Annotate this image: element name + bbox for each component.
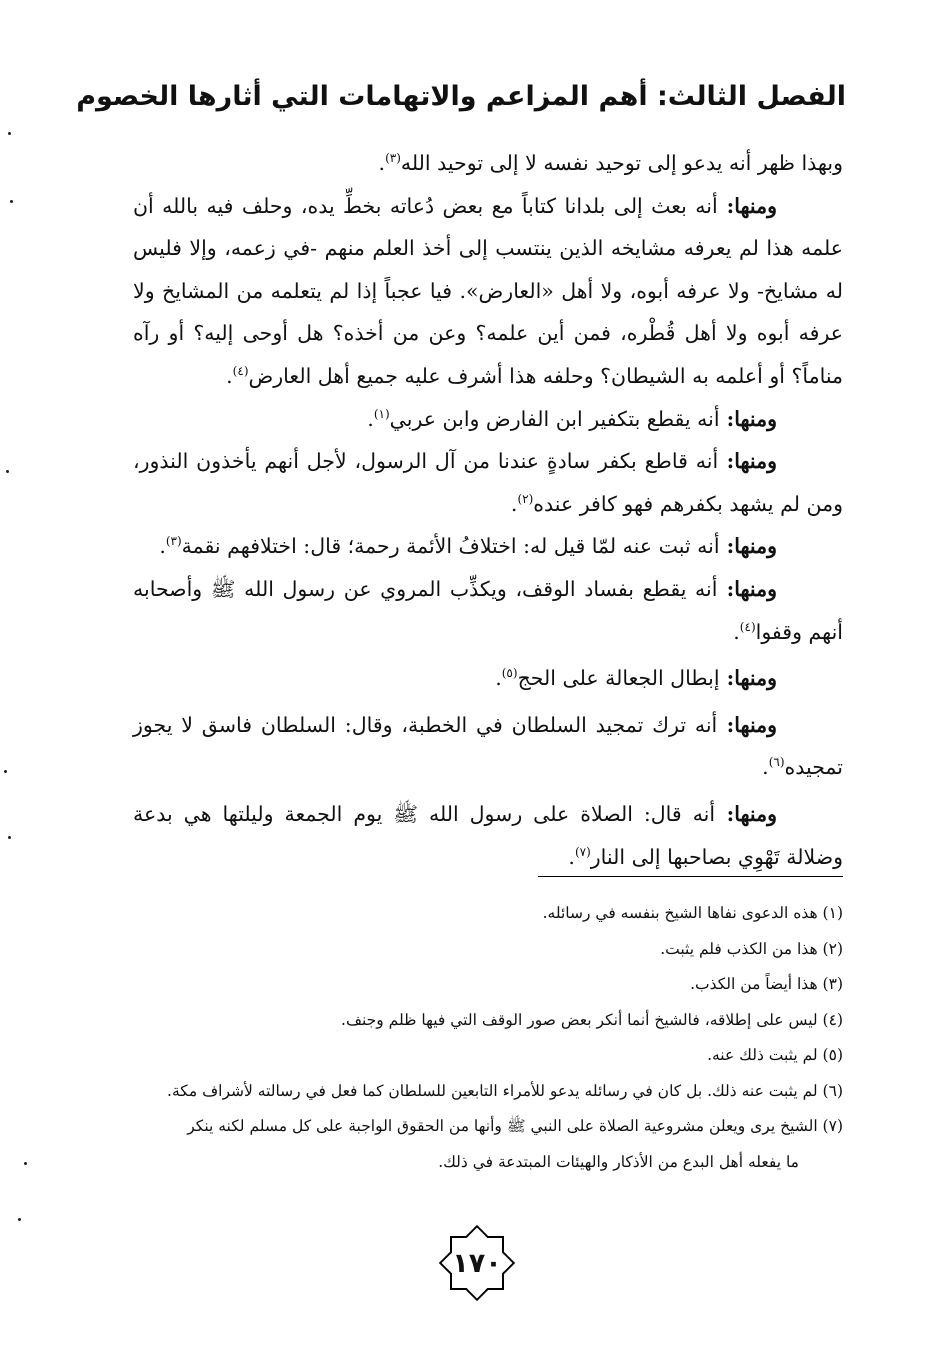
paragraph-lead: ومنها: — [717, 712, 778, 737]
paragraph — [133, 142, 843, 185]
footnote: (٥) لم يثبت ذلك عنه. — [707, 1046, 843, 1064]
paragraph-lead: ومنها: — [717, 576, 777, 601]
scan-speck — [10, 200, 13, 203]
footnote: (٤) ليس على إطلاقه، فالشيخ أنما أنكر بعض صور الوقف التي فيها ظلم وجنف. — [341, 1010, 843, 1029]
footnote-ref: (٢) — [517, 491, 534, 506]
paragraph-tail: . — [762, 755, 769, 780]
footnote: (١) هذه الدعوى نفاها الشيخ بنفسه في رسائله. — [542, 904, 843, 922]
paragraph-tail: . — [159, 534, 166, 559]
footnote-ref: (٥) — [501, 666, 518, 681]
paragraph-tail: . — [378, 151, 386, 175]
paragraph-text: أنه ترك تمجيد السلطان في الخطبة، وقال: السلطان فاسق لا يجوز تمجيده — [133, 712, 843, 780]
main-text — [133, 142, 843, 878]
paragraph-tail: . — [733, 619, 740, 644]
scan-speck — [24, 1162, 27, 1165]
paragraph-lead: ومنها: — [715, 801, 777, 826]
footnote-continuation: ما يفعله أهل البدع من الأذكار والهيئات المبتدعة في ذلك. — [438, 1152, 799, 1171]
paragraph-lead: ومنها: — [718, 449, 777, 474]
paragraph-text: أنه ثبت عنه لمّا قيل له: اختلافُ الأئمة رحمة؛ قال: اختلافهم نقمة — [181, 534, 720, 559]
paragraph-text: أنه يقطع بتكفير ابن الفارض وابن عربي — [389, 406, 720, 431]
paragraph — [133, 398, 843, 441]
page-number-badge — [433, 1219, 521, 1307]
paragraph-tail: . — [367, 406, 374, 431]
running-header — [76, 74, 846, 118]
paragraph — [133, 704, 843, 789]
paragraph-lead: ومنها: — [719, 406, 777, 431]
paragraph-tail: . — [568, 844, 575, 869]
paragraph — [133, 657, 843, 700]
paragraph-lead: ومنها: — [717, 193, 777, 218]
paragraph — [133, 525, 843, 568]
scan-speck — [18, 1218, 21, 1221]
scan-speck — [4, 770, 7, 773]
paragraph-tail: . — [226, 363, 233, 388]
paragraph-text: وبهذا ظهر أنه يدعو إلى توحيد نفسه لا إلى توحيد الله — [400, 151, 843, 175]
footnote-ref: (٤) — [739, 619, 756, 634]
paragraph — [133, 185, 843, 398]
paragraph-tail: . — [495, 666, 502, 691]
paragraph — [133, 440, 843, 525]
paragraph-text: إبطال الجعالة على الحج — [517, 666, 720, 691]
footnote: (٦) لم يثبت عنه ذلك. بل كان في رسائله يدعو للأمراء التابعين للسلطان كما فعل في رسالته لأشراف مكة. — [167, 1081, 843, 1100]
footnote-ref: (٣) — [165, 534, 182, 549]
scan-speck — [8, 132, 11, 135]
footnote: (٣) هذا أيضاً من الكذب. — [690, 975, 843, 993]
footnotes — [133, 896, 843, 1180]
footnote-ref: (٣) — [385, 151, 401, 166]
paragraph-lead: ومنها: — [719, 666, 777, 691]
footnote-ref: (٧) — [574, 844, 591, 859]
footnote: (٢) هذا من الكذب فلم يثبت. — [660, 939, 843, 958]
paragraph-text: أنه بعث إلى بلدانا كتاباً مع بعض دُعاته بخطِّ يده، وحلف فيه بالله أن علمه هذا لم يعرفه مشايخه الذين ينتسب إلى أخذ العلم منهم -في زعمه، وإلا فليس له مشايخ- ولا عرفه أبوه، ولا أهل «العارض». فيا عجباً إذا لم يتعلمه من المشايخ ولا عرفه أبوه ولا أهل قُطْره، فمن أين علمه؟ وعن من أخذه؟ هل أوحى إليه؟ أو رآه مناماً؟ أو أعلمه به الشيطان؟ وحلفه هذا أشرف عليه جميع أهل العارض — [133, 193, 843, 388]
footnote: (٧) الشيخ يرى ويعلن مشروعية الصلاة على النبي ﷺ وأنها من الحقوق الواجبة على كل مسلم لكنه ينكر — [187, 1117, 843, 1135]
chapter-title: الفصل الثالث: أهم المزاعم والاتهامات التي أثارها الخصوم — [76, 80, 846, 112]
paragraph — [133, 793, 843, 878]
paragraph — [133, 568, 843, 653]
page-number: ١٧٠ — [452, 1247, 502, 1279]
footnote-ref: (٦) — [768, 755, 785, 770]
paragraph-text: أنه قاطع بكفر سادةٍ عندنا من آل الرسول، لأجل أنهم يأخذون النذور، ومن لم يشهد بكفرهم فهو كافر عنده — [133, 449, 843, 516]
paragraph-lead: ومنها: — [719, 534, 777, 559]
scan-speck — [6, 470, 9, 473]
scan-speck — [8, 836, 11, 839]
footnote-ref: (٤) — [232, 364, 249, 379]
paragraph-tail: . — [510, 491, 518, 516]
footnote-separator — [538, 876, 843, 877]
paragraph-text: أنه قال: الصلاة على رسول الله ﷺ يوم الجمعة وليلتها هي بدعة وضلالة تَهْوِي بصاحبها إلى النار — [133, 801, 843, 869]
footnote-ref: (١) — [373, 406, 390, 421]
paragraph-text: أنه يقطع بفساد الوقف، ويكذِّب المروي عن رسول الله ﷺ وأصحابه أنهم وقفوا — [133, 576, 843, 644]
